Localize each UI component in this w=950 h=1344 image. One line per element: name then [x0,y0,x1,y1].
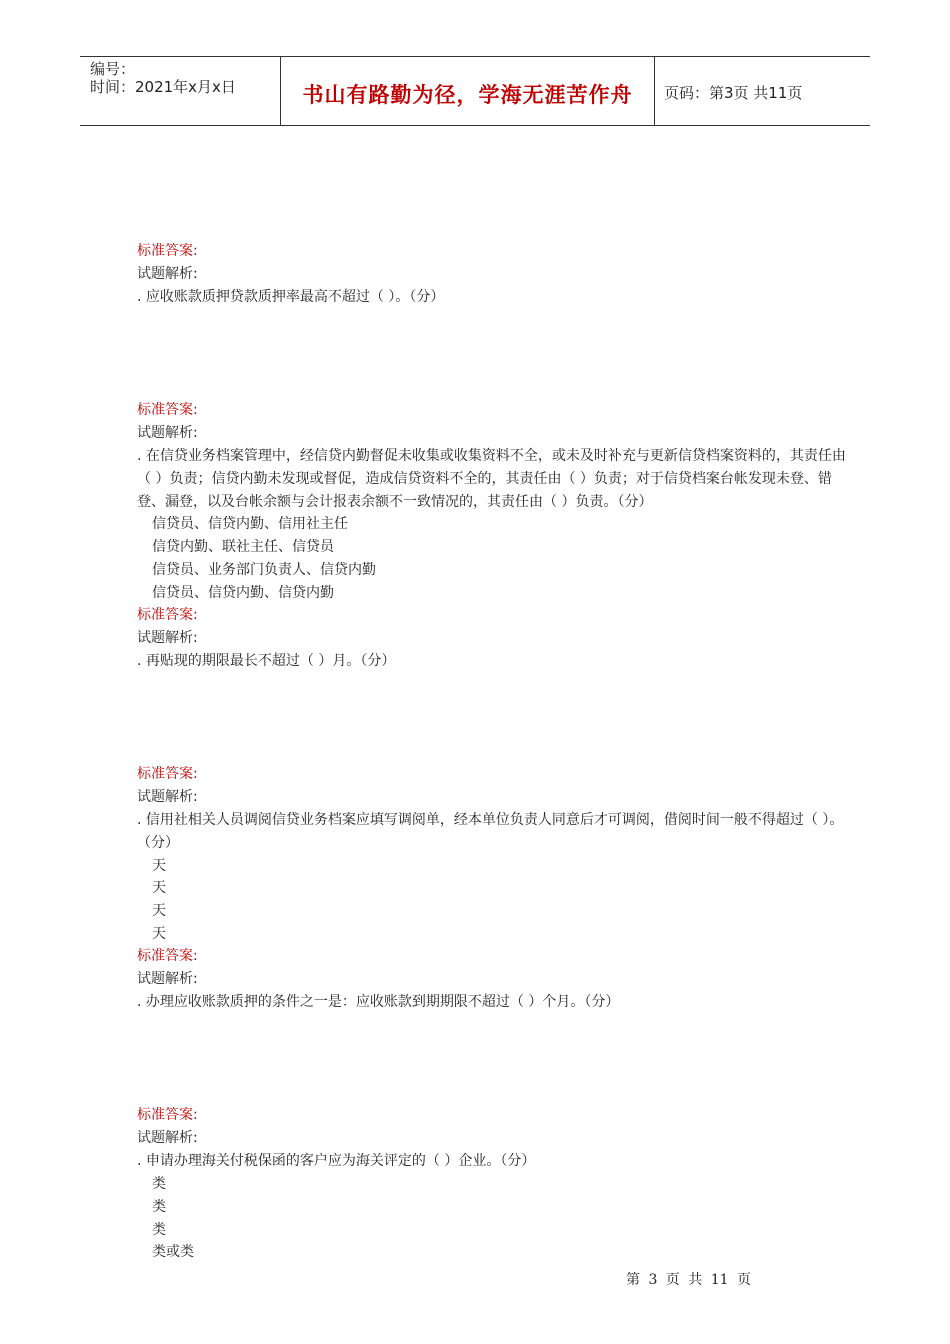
answer-label: 标准答案: [137,402,198,418]
answer-option: 天 [152,880,166,896]
header-page-label: 页码：第3页 共11页 [664,84,803,102]
page-header [80,56,870,126]
answer-option: 天 [152,858,166,874]
document-number-label: 编号： [90,60,136,78]
answer-option: 类 [152,1176,166,1192]
answer-option: 信贷员、业务部门负责人、信贷内勤 [152,562,376,578]
analysis-label: 试题解析: [137,266,198,282]
question-text-line: （分） [137,835,179,851]
question-text-line: . 在信贷业务档案管理中，经信贷内勤督促未收集或收集资料不全，或未及时补充与更新信贷档案资料的，其责任由 [137,448,846,464]
answer-option: 类 [152,1199,166,1215]
analysis-label: 试题解析: [137,425,198,441]
answer-label: 标准答案: [137,243,198,259]
answer-option: 信贷内勤、联社主任、信贷员 [152,539,334,555]
question-text: . 应收账款质押贷款质押率最高不超过（ ）。（分） [137,289,445,305]
answer-option: 信贷员、信贷内勤、信贷内勤 [152,585,334,601]
analysis-label: 试题解析: [137,630,198,646]
answer-label: 标准答案: [137,948,198,964]
answer-option: 类 [152,1222,166,1238]
question-text: . 申请办理海关付税保函的客户应为海关评定的（ ）企业。（分） [137,1153,536,1169]
answer-label: 标准答案: [137,1107,198,1123]
answer-option: 信贷员、信贷内勤、信用社主任 [152,516,348,532]
answer-option: 天 [152,903,166,919]
header-page-cell [655,57,870,125]
question-text: . 办理应收账款质押的条件之一是：应收账款到期期限不超过（ ）个月。（分） [137,994,620,1010]
analysis-label: 试题解析: [137,971,198,987]
page-footer: 第 3 页 共 11 页 [626,1272,751,1288]
question-text-line: . 信用社相关人员调阅信贷业务档案应填写调阅单，经本单位负责人同意后才可调阅，借阅时间一般不得超过（ ）。 [137,812,844,828]
analysis-label: 试题解析: [137,789,198,805]
question-text-line: （ ）负责；信贷内勤未发现或督促，造成信贷资料不全的，其责任由（ ）负责；对于信贷档案台帐发现未登、错 [137,471,832,487]
answer-label: 标准答案: [137,607,198,623]
answer-option: 类或类 [152,1244,194,1260]
question-text-line: 登、漏登，以及台帐余额与会计报表余额不一致情况的，其责任由（ ）负责。（分） [137,494,653,510]
answer-label: 标准答案: [137,766,198,782]
answer-option: 天 [152,926,166,942]
header-motto-cell [281,57,655,125]
document-time-label: 时间：2021年x月x日 [90,78,236,96]
question-text: . 再贴现的期限最长不超过（ ）月。（分） [137,653,396,669]
header-info-cell [80,57,281,125]
header-motto: 书山有路勤为径，学海无涯苦作舟 [302,83,633,107]
analysis-label: 试题解析: [137,1130,198,1146]
